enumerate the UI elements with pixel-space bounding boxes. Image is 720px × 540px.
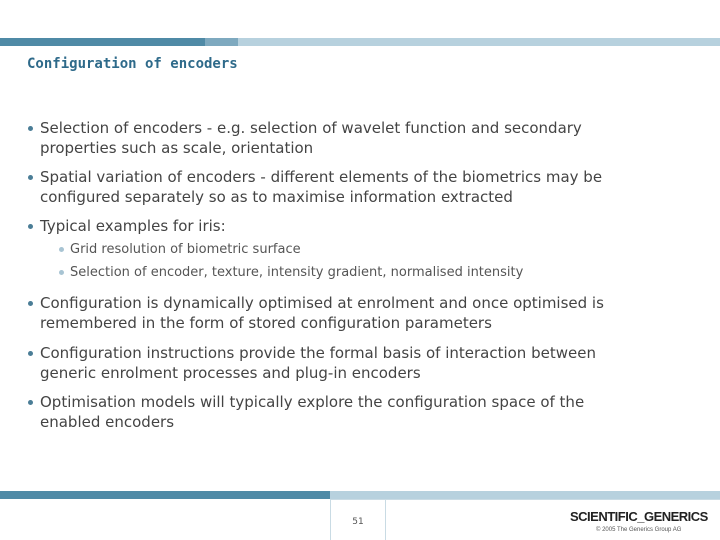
bottom-bar-dark-segment <box>0 491 330 499</box>
bullet-text-line: Spatial variation of encoders - different elements of the biometrics may be <box>40 168 603 186</box>
bullet-dot-icon <box>28 126 33 131</box>
copyright-notice: © 2005 The Generics Group AG <box>596 527 682 533</box>
sub-bullet-dot-icon <box>59 247 64 252</box>
sub-bullet-dot-icon <box>59 270 64 275</box>
bullet-item <box>40 118 680 158</box>
bullet-item <box>40 343 680 383</box>
slide-title: Configuration of encoders <box>27 56 238 72</box>
bullet-text-line: remembered in the form of stored configuration parameters <box>40 314 492 332</box>
bottom-accent-bar <box>0 491 720 499</box>
bullet-dot-icon <box>28 175 33 180</box>
top-bar-light-segment <box>238 38 720 46</box>
bullet-text-line: configured separately so as to maximise information extracted <box>40 188 513 206</box>
top-bar-dark-segment <box>0 38 205 46</box>
top-bar-mid-segment <box>205 38 238 46</box>
sub-bullet-text: Grid resolution of biometric surface <box>70 242 301 257</box>
company-logo: SCIENTIFIC_GENERICS <box>570 509 708 524</box>
bullet-text-line: Selection of encoders - e.g. selection of wavelet function and secondary <box>40 119 582 137</box>
bottom-bar-light-segment <box>330 491 720 499</box>
sub-bullet-item <box>70 241 670 258</box>
bullet-text-line: Configuration is dynamically optimised at enrolment and once optimised is <box>40 294 604 312</box>
bullet-item <box>40 293 680 333</box>
bullet-dot-icon <box>28 224 33 229</box>
top-accent-bar <box>0 38 720 46</box>
bullet-dot-icon <box>28 400 33 405</box>
bullet-text-line: Optimisation models will typically explore the configuration space of the <box>40 393 585 411</box>
bullet-text-line: properties such as scale, orientation <box>40 139 314 157</box>
sub-bullet-item <box>70 264 670 281</box>
sub-bullet-text: Selection of encoder, texture, intensity gradient, normalised intensity <box>70 265 524 280</box>
bullet-text-line: enabled encoders <box>40 413 175 431</box>
bullet-text-line: Typical examples for iris: <box>40 217 226 235</box>
bullet-item <box>40 167 680 207</box>
footer-divider <box>330 499 720 500</box>
bullet-dot-icon <box>28 301 33 306</box>
page-number: 51 <box>352 517 364 527</box>
bullet-text-line: generic enrolment processes and plug-in encoders <box>40 364 421 382</box>
bullet-item <box>40 392 680 432</box>
bullet-item <box>40 216 680 236</box>
bullet-text-line: Configuration instructions provide the formal basis of interaction between <box>40 344 596 362</box>
bullet-dot-icon <box>28 351 33 356</box>
